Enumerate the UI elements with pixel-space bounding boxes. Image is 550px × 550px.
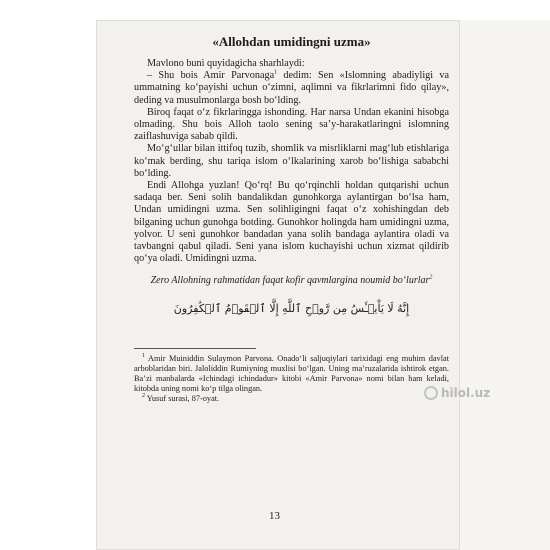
footnote-ref-2: 2 [429, 275, 433, 282]
adjacent-page-edge [460, 20, 550, 550]
paragraph-intro [134, 58, 449, 70]
watermark-text: hilol.uz [441, 386, 491, 400]
footnote-divider [134, 348, 256, 349]
chapter-title: «Allohdan umidingni uzma» [212, 34, 371, 49]
footnote-1-number: 1 [142, 352, 145, 359]
verse-text: Zero Allohning rahmatidan faqat kofir qavmlargina noumid bo‘lurlar [150, 275, 430, 287]
left-margin [0, 0, 96, 550]
paragraph-4: Endi Allohga yuzlan! Qo‘rq! Bu qo‘rqinchli holdan qutqarishi uchun sadaqa ber. Seni solih bandalikdan gunohkorga aylantirgan bo‘lsa ham, Undan umidingni uzma. Sen solihligingni faqat o‘z xohishingdan deb bilganing uchun gunohga botding. Gunohkor holingda ham umidingni uzma, yolvor. U seni gunohkor bandadan yana solih bandaga aylantira oladi va tavbangni qabul qiladi. Seni yana islom kuchayishi uchun xizmat qildirib qo‘ya oladi. Umidingni uzma. [134, 180, 449, 265]
footnote-1-text: Amir Muiniddin Sulaymon Parvona. Onado‘li saljuqiylari tarixidagi eng muhim davlat arboblaridan biri. Jaloliddin Rumiyning muxlisi bo‘lgan. Uning ma’ruzalarida ishtirok etgan. Ba’zi manbalarda «Ichindagi ichindadur» kitobi «Amir Parvona» nomi bilan ham keladi, kitobda uning nomi ko‘p tilga olingan. [134, 353, 449, 393]
footnote-1 [134, 354, 449, 394]
dialogue-start: – Shu bois Amir Parvonaga [147, 70, 275, 82]
footnote-ref-1: 1 [274, 69, 278, 76]
page-content [134, 34, 449, 404]
watermark-logo-icon [424, 386, 438, 400]
intro-text: Mavlono buni quyidagicha sharhlaydi: [147, 58, 305, 69]
footnote-2-number: 2 [142, 392, 145, 399]
watermark [424, 383, 524, 403]
arabic-verse: إِنَّهُ لَا يَاْيۡـَٔسُ مِن رَّوۡحِ ٱللَّهِ إِلَّا ٱلۡقَوۡمُ ٱلۡكَٰفِرُونَ [173, 302, 410, 316]
verse-translation [134, 275, 449, 287]
dialogue-rest: dedim: Sen «Islomning abadiyligi va ummatning ko‘payishi uchun o‘zimni, aqlimni va fikrlarimni fido qilay», deding va musulmonlarga bosh bo‘lding. [134, 70, 449, 106]
footnote-2 [134, 394, 449, 404]
paragraph-3: Mo‘g‘ullar bilan ittifoq tuzib, shomlik va misrliklarni mag‘lub etishlariga ko‘mak berding, shu tariqa islom o‘lkalarining xarob bo‘lishiga sababchi bo‘lding. [134, 143, 449, 179]
paragraph-dialogue [134, 70, 449, 107]
paragraph-2: Biroq faqat o‘z fikrlaringga ishonding. Har narsa Undan ekanini hisobga olmading. Shu bois Alloh taolo sening sa’y-harakatlaringni islomning zaiflashuviga sabab qildi. [134, 106, 449, 143]
page-number: 13 [269, 510, 280, 522]
footnote-2-text: Yusuf surasi, 87-oyat. [145, 393, 220, 403]
